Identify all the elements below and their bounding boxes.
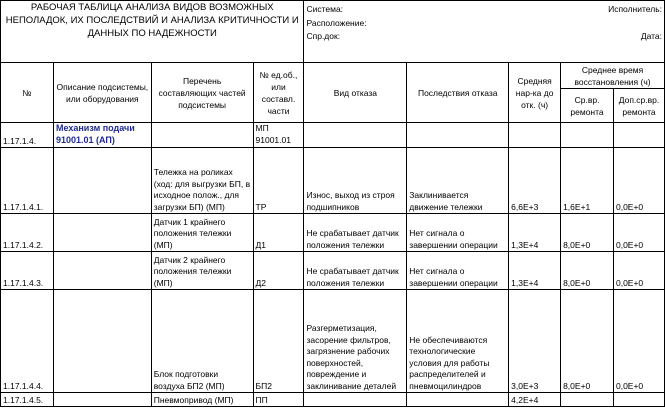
row-failure-effect: [407, 393, 509, 407]
row-failure-effect: [407, 123, 509, 148]
table-row: [1, 148, 665, 214]
row-description: [53, 290, 151, 393]
row-add-repair: 0,0E+0: [613, 252, 664, 290]
row-avg-repair: [561, 393, 614, 407]
table-row: [1, 393, 665, 407]
row-add-repair: [613, 393, 664, 407]
row-description: Механизм подачи 91001.01 (АП): [53, 123, 151, 148]
table-row: [1, 252, 665, 290]
worksheet-meta: [304, 1, 665, 63]
row-num: 1.17.1.4.: [1, 123, 54, 148]
row-mtbf: 3,0E+3: [509, 290, 561, 393]
row-failure-effect: Не обеспечиваются технологические условия для работы распределителей и пневмоцилиндров: [407, 290, 509, 393]
header-mtbf: Средняя нар-ка до отк. (ч): [509, 63, 561, 123]
row-mtbf: 1,3E+4: [509, 214, 561, 252]
row-avg-repair: 8,0E+0: [561, 290, 614, 393]
doc-label: Спр.док:: [306, 31, 341, 41]
row-description: [53, 214, 151, 252]
header-num: №: [1, 63, 54, 123]
row-description: [53, 393, 151, 407]
row-add-repair: 0,0E+0: [613, 214, 664, 252]
row-mtbf: 4,2E+4: [509, 393, 561, 407]
table-row: [1, 290, 665, 393]
row-failure-effect: Нет сигнала о завершении операции: [407, 214, 509, 252]
row-parts: Датчик 1 крайнего положения тележки (МП): [151, 214, 253, 252]
row-description: [53, 148, 151, 214]
row-num: 1.17.1.4.1.: [1, 148, 54, 214]
row-failure-type: Не срабатывает датчик положения тележки: [304, 252, 407, 290]
row-unit-num: Д1: [253, 214, 304, 252]
row-parts: Блок подготовки воздуха БП2 (МП): [151, 290, 253, 393]
table-row: [1, 123, 665, 148]
row-avg-repair: 8,0E+0: [561, 214, 614, 252]
header-restore-group: Среднее время восстановления (ч): [561, 63, 665, 89]
row-add-repair: 0,0E+0: [613, 148, 664, 214]
header-add-repair: Доп.ср.вр. ремонта: [613, 89, 664, 123]
header-parts: Перечень составляющих частей подсистемы: [151, 63, 253, 123]
row-unit-num: ПП: [253, 393, 304, 407]
row-parts: [151, 123, 253, 148]
row-failure-type: [304, 393, 407, 407]
row-num: 1.17.1.4.3.: [1, 252, 54, 290]
date-label: Дата:: [640, 31, 662, 41]
header-description: Описание подсистемы, или оборудования: [53, 63, 151, 123]
row-num: 1.17.1.4.2.: [1, 214, 54, 252]
row-description: [53, 252, 151, 290]
row-add-repair: 0,0E+0: [613, 290, 664, 393]
row-failure-type: Износ, выход из строя подшипников: [304, 148, 407, 214]
header-avg-repair: Ср.вр. ремонта: [561, 89, 614, 123]
row-num: 1.17.1.4.4.: [1, 290, 54, 393]
row-num: 1.17.1.4.5.: [1, 393, 54, 407]
row-unit-num: ТР: [253, 148, 304, 214]
row-avg-repair: [561, 123, 614, 148]
row-parts: Пневмопривод (МП): [151, 393, 253, 407]
executor-label: Исполнитель:: [608, 4, 662, 14]
row-failure-effect: Заклинивается движение тележки: [407, 148, 509, 214]
row-unit-num: МП 91001.01: [253, 123, 304, 148]
row-failure-type: [304, 123, 407, 148]
row-avg-repair: 1,6E+1: [561, 148, 614, 214]
row-add-repair: [613, 123, 664, 148]
table-row: [1, 214, 665, 252]
row-parts: Датчик 2 крайнего положения тележки (МП): [151, 252, 253, 290]
row-mtbf: [509, 123, 561, 148]
row-parts: Тележка на роликах (ход: для выгрузки БП, в исходное полож., для загрузки БП) (МП): [151, 148, 253, 214]
row-unit-num: Д2: [253, 252, 304, 290]
header-failure-effect: Последствия отказа: [407, 63, 509, 123]
row-failure-type: Разгерметизация, засорение фильтров, загрязнение рабочих поверхностей, повреждение и заклинивание деталей: [304, 290, 407, 393]
system-label: Система:: [306, 4, 344, 14]
row-failure-effect: Нет сигнала о завершении операции: [407, 252, 509, 290]
header-failure-type: Вид отказа: [304, 63, 407, 123]
row-avg-repair: 8,0E+0: [561, 252, 614, 290]
row-unit-num: БП2: [253, 290, 304, 393]
row-mtbf: 1,3E+4: [509, 252, 561, 290]
row-failure-type: Не срабатывает датчик положения тележки: [304, 214, 407, 252]
header-unit-num: № ед.об., или составл. части: [253, 63, 304, 123]
worksheet-title: РАБОЧАЯ ТАБЛИЦА АНАЛИЗА ВИДОВ ВОЗМОЖНЫХ НЕПОЛАДОК, ИХ ПОСЛЕДСТВИЙ И АНАЛИЗА КРИТИЧНОСТИ И ДАННЫХ ПО НАДЕЖНОСТИ: [1, 1, 304, 63]
row-mtbf: 6,6E+3: [509, 148, 561, 214]
location-label: Расположение:: [306, 17, 367, 28]
